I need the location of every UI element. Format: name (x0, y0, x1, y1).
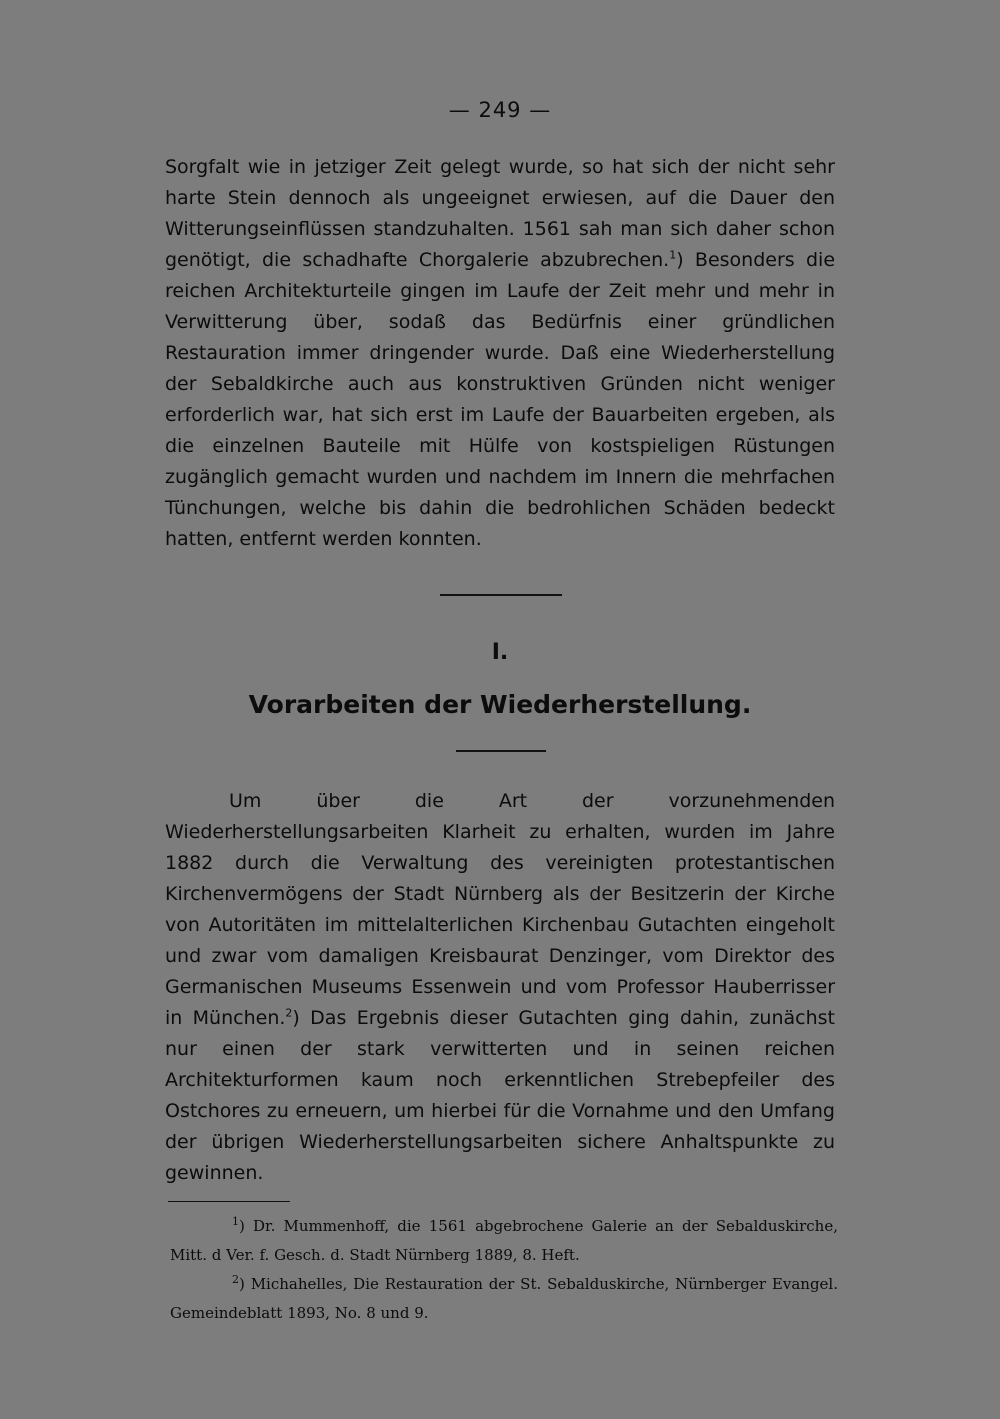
footnote-ref: 1 (669, 248, 677, 262)
footnote-divider (168, 1201, 290, 1202)
footnote-ref: 2 (285, 1006, 293, 1020)
footnotes (170, 1212, 838, 1328)
footnote-ref-paren: ) (676, 249, 684, 271)
page-number: — 249 — (448, 98, 552, 122)
section-number: I. (491, 640, 509, 665)
paragraph-text: Das Ergebnis dieser Gutachten ging dahin, zunächst nur einen der stark verwitterten und in seinen reichen Architekturformen kaum noch erkenntlichen Strebepfeiler des Ostchores zu erneuern, um hierbei für die Vornahme und den Umfang der übrigen Wiederherstellungsarbeiten sichere Anhaltspunkte zu gewinnen. (165, 1007, 835, 1184)
footnote-ref-paren: ) (292, 1007, 300, 1029)
section-divider (440, 594, 562, 596)
section-title: Vorarbeiten der Wiederherstellung. (248, 690, 752, 719)
title-divider (456, 750, 546, 752)
body-paragraph (165, 152, 835, 555)
paragraph-text: Besonders die reichen Architekturteile gingen im Laufe der Zeit mehr und mehr in Verwitterung über, sodaß das Bedürfnis einer gründlichen Restauration immer dringender wurde. Daß eine Wiederherstellung der Sebaldkirche auch aus konstruktiven Gründen nicht weniger erforderlich war, hat sich erst im Laufe der Bauarbeiten ergeben, als die einzelnen Bauteile mit Hülfe von kostspieligen Rüstungen zugänglich gemacht wurden und nachdem im Innern die mehrfachen Tünchungen, welche bis dahin die bedrohlichen Schäden bedeckt hatten, entfernt werden konnten. (165, 249, 836, 550)
footnote (170, 1270, 838, 1328)
footnote-marker: 2 (232, 1273, 239, 1286)
footnote-marker: 1 (232, 1215, 239, 1228)
body-paragraph (165, 786, 835, 1189)
paragraph-text: Sorgfalt wie in jetziger Zeit gelegt wurde, so hat sich der nicht sehr harte Stein dennoch als ungeeignet erwiesen, auf die Dauer den Witterungseinflüssen standzuhalten. 1561 sah man sich daher schon genötigt, die schadhafte Chorgalerie abzubrechen. (165, 156, 835, 271)
footnote (170, 1212, 838, 1270)
footnote-marker-paren: ) (239, 1217, 245, 1235)
footnote-text: Dr. Mummenhoff, die 1561 abgebrochene Galerie an der Sebalduskirche, Mitt. d Ver. f. Gesch. d. Stadt Nürnberg 1889, 8. Heft. (170, 1217, 838, 1264)
footnote-text: Michahelles, Die Restauration der St. Sebalduskirche, Nürnberger Evangel. Gemeindeblatt 1893, No. 8 und 9. (170, 1275, 838, 1322)
footnote-marker-paren: ) (239, 1275, 245, 1293)
paragraph-text: Um über die Art der vorzunehmenden Wiederherstellungsarbeiten Klarheit zu erhalten, wurden im Jahre 1882 durch die Verwaltung des vereinigten protestantischen Kirchenvermögens der Stadt Nürnberg als der Besitzerin der Kirche von Autoritäten im mittelalterlichen Kirchenbau Gutachten eingeholt und zwar vom damaligen Kreisbaurat Denzinger, vom Direktor des Germanischen Museums Essenwein und vom Professor Hauberrisser in München. (165, 790, 835, 1029)
